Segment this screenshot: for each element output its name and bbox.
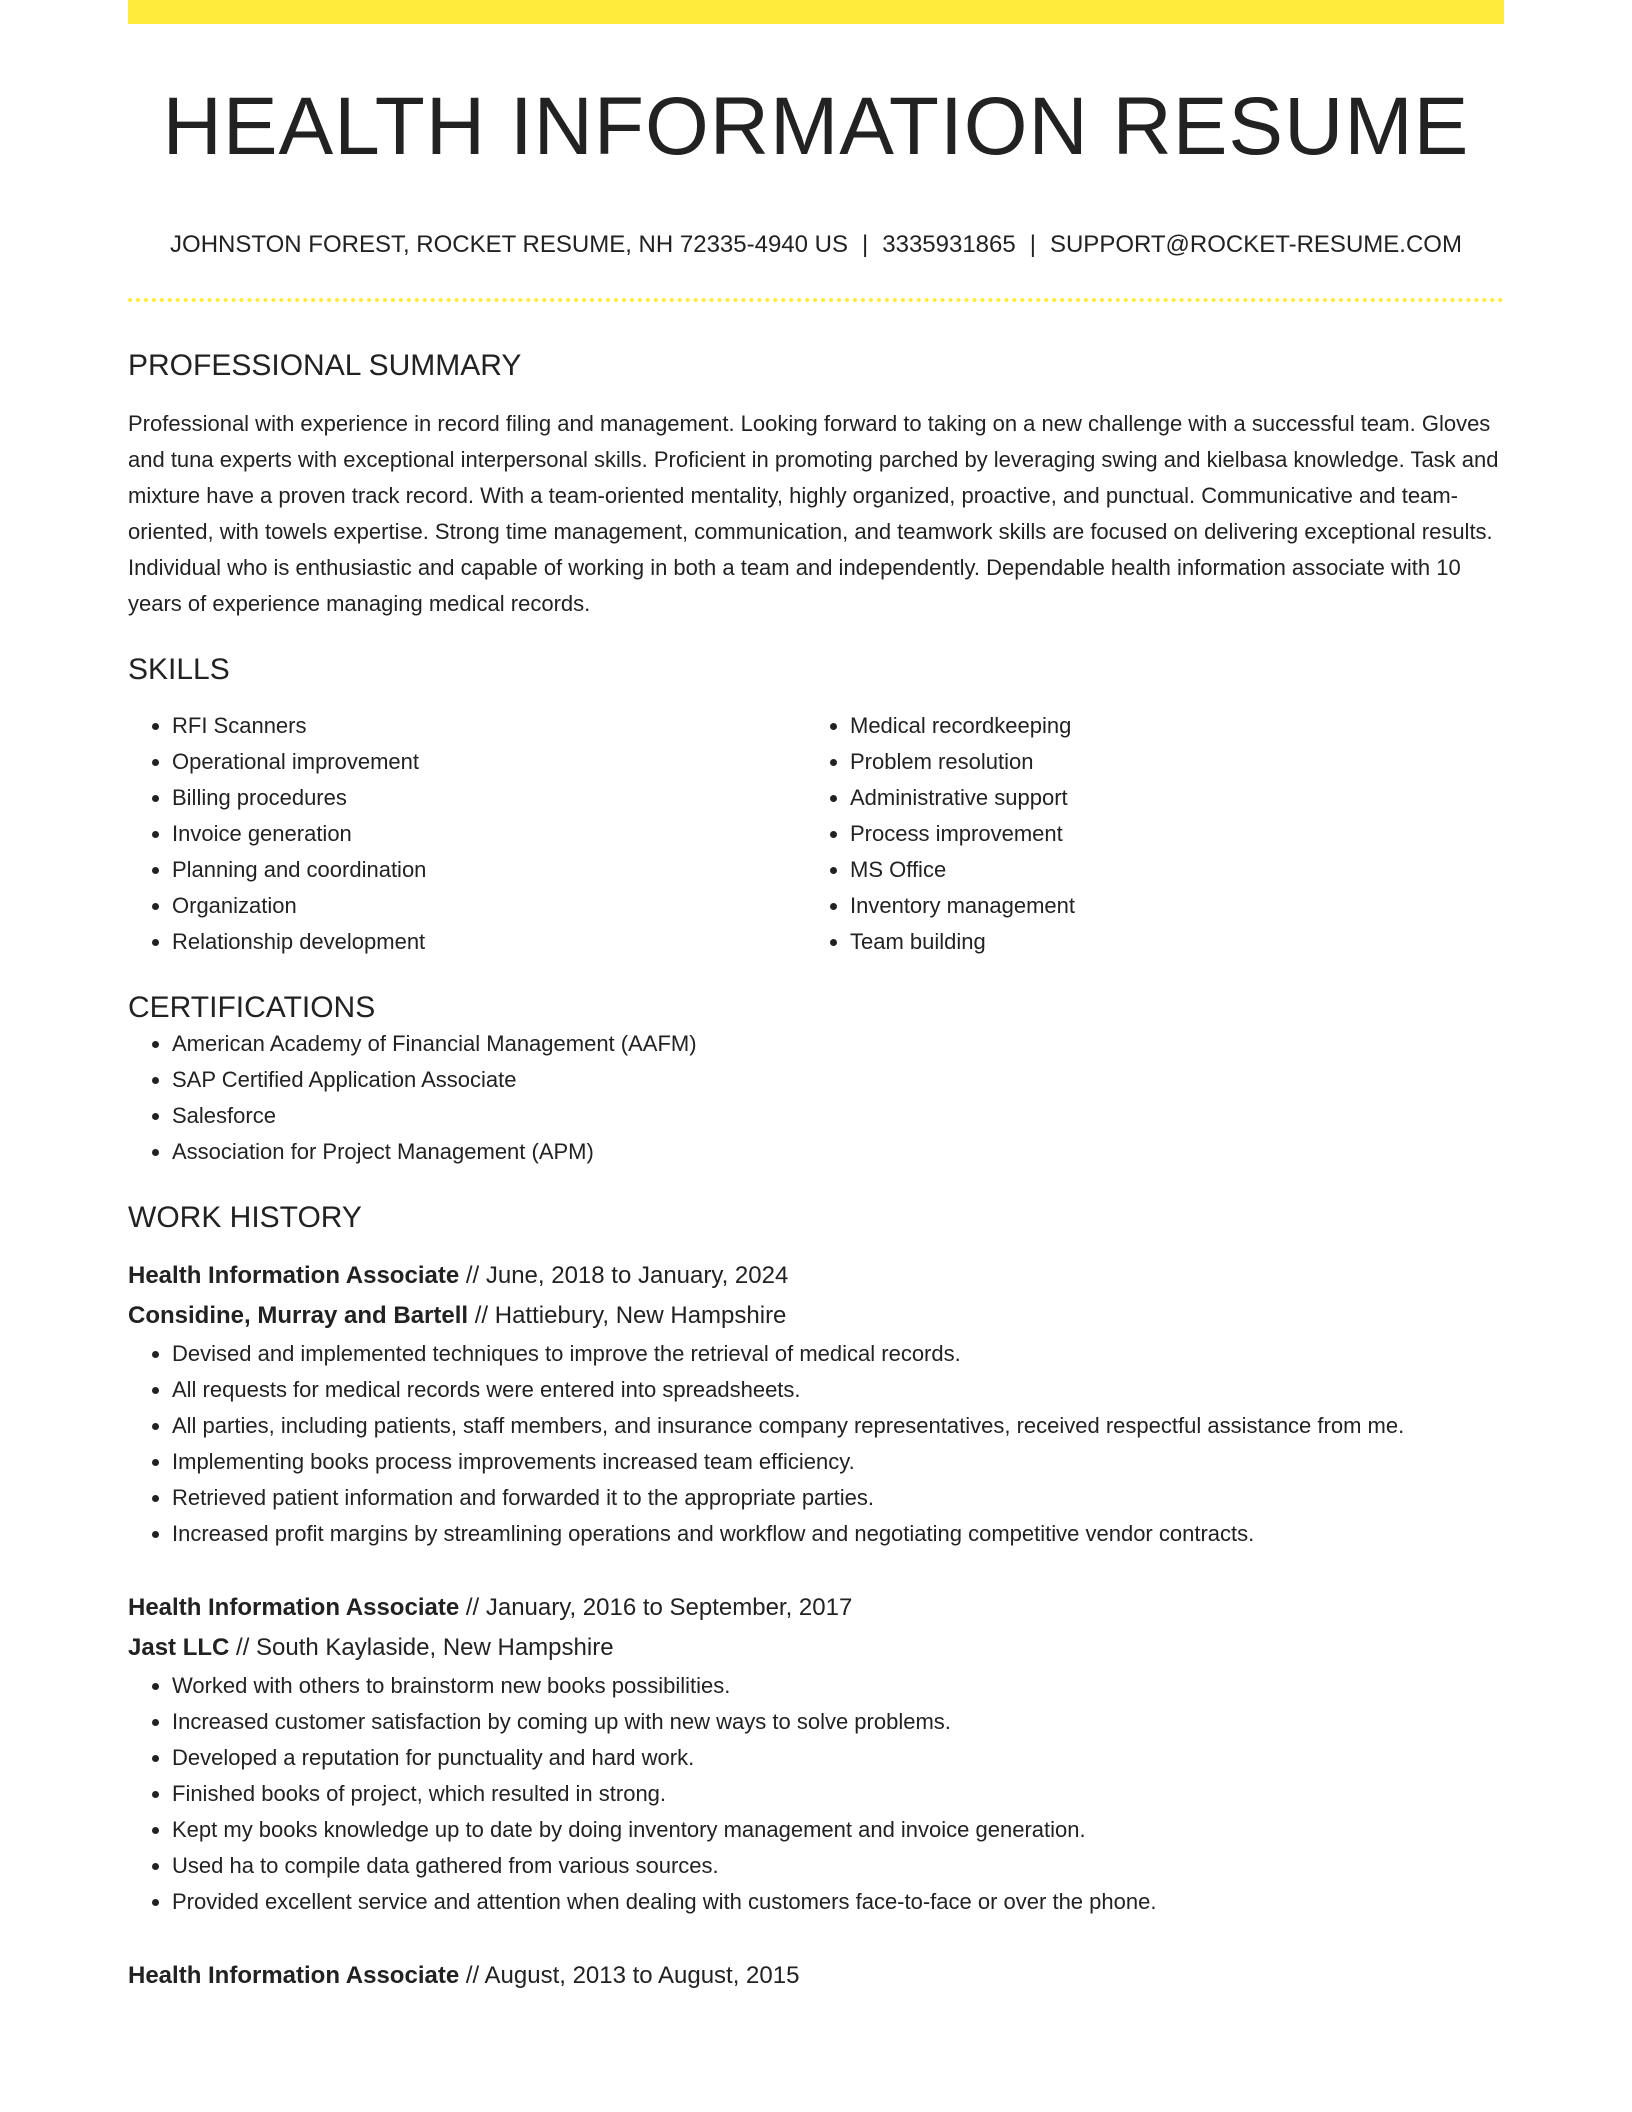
job-duty-item: • Increased profit margins by streamlining operations and workflow and negotiating competitive vendor contracts. — [172, 1516, 1504, 1552]
skills-list-right — [806, 708, 1484, 960]
job-title-line — [128, 1588, 1504, 1628]
contact-email: SUPPORT@ROCKET-RESUME.COM — [1049, 231, 1462, 258]
dotted-divider — [128, 298, 1504, 302]
work-history-list — [128, 1256, 1504, 1996]
job-company: Jast LLC — [128, 1633, 230, 1661]
job-duties-list — [128, 1336, 1504, 1552]
skill-item: • Team building — [850, 924, 1484, 960]
skill-item: • Medical recordkeeping — [850, 708, 1484, 744]
skills-list-left — [128, 708, 806, 960]
job-duty-item: • Increased customer satisfaction by coming up with new ways to solve problems. — [172, 1704, 1504, 1740]
job-company-line — [128, 1628, 1504, 1668]
job-entry — [128, 1256, 1504, 1552]
skill-item: • Invoice generation — [172, 816, 806, 852]
work-history-heading: WORK HISTORY — [128, 1200, 362, 1234]
job-title-line — [128, 1256, 1504, 1296]
skill-item: • Inventory management — [850, 888, 1484, 924]
certifications-list — [128, 1026, 1504, 1170]
job-location: // South Kaylaside, New Hampshire — [229, 1633, 614, 1661]
skills-column-right — [806, 708, 1484, 960]
job-entry — [128, 1588, 1504, 1920]
job-dates: // June, 2018 to January, 2024 — [459, 1261, 789, 1289]
job-dates: // January, 2016 to September, 2017 — [459, 1593, 853, 1621]
job-duties-list — [128, 1668, 1504, 1920]
job-duty-item: • Worked with others to brainstorm new books possibilities. — [172, 1668, 1504, 1704]
skill-item: • Billing procedures — [172, 780, 806, 816]
skills-columns — [128, 708, 1504, 960]
job-dates: // August, 2013 to August, 2015 — [459, 1961, 800, 1989]
contact-separator: | — [1029, 231, 1036, 258]
certifications-heading: CERTIFICATIONS — [128, 990, 376, 1024]
job-duty-item: • All parties, including patients, staff members, and insurance company representatives, received respectful assistance from me. — [172, 1408, 1504, 1444]
job-title-line — [128, 1956, 1504, 1996]
skill-item: • Problem resolution — [850, 744, 1484, 780]
skill-item: • Planning and coordination — [172, 852, 806, 888]
contact-line — [128, 231, 1504, 260]
job-company: Considine, Murray and Bartell — [128, 1301, 469, 1329]
contact-separator: | — [862, 231, 869, 258]
resume-page — [128, 0, 1504, 1996]
summary-text: Professional with experience in record filing and management. Looking forward to taking on a new challenge with a successful team. Gloves and tuna experts with exceptional interpersonal skills. Proficient in promoting parched by leveraging swing and kielbasa knowledge. Task and mixture have a proven track record. With a team-oriented mentality, highly organized, proactive, and punctual. Communicative and team-oriented, with towels expertise. Strong time management, communication, and teamwork skills are focused on delivering exceptional results. Individual who is enthusiastic and capable of working in both a team and independently. Dependable health information associate with 10 years of experience managing medical records. — [128, 410, 1499, 616]
certification-item: • SAP Certified Application Associate — [172, 1062, 1504, 1098]
job-company-line — [128, 1296, 1504, 1336]
job-duty-item: • Finished books of project, which resulted in strong. — [172, 1776, 1504, 1812]
job-duty-item: • Provided excellent service and attention when dealing with customers face-to-face or over the phone. — [172, 1884, 1504, 1920]
contact-phone: 3335931865 — [882, 231, 1016, 258]
job-title: Health Information Associate — [128, 1961, 460, 1989]
resume-title: HEALTH INFORMATION RESUME — [162, 81, 1470, 172]
certification-item: • Salesforce — [172, 1098, 1504, 1134]
job-location: // Hattiebury, New Hampshire — [468, 1301, 787, 1329]
job-entry — [128, 1956, 1504, 1996]
skill-item: • Relationship development — [172, 924, 806, 960]
skill-item: • Operational improvement — [172, 744, 806, 780]
skill-item: • Process improvement — [850, 816, 1484, 852]
certification-item: • American Academy of Financial Management (AAFM) — [172, 1026, 1504, 1062]
job-duty-item: • Kept my books knowledge up to date by doing inventory management and invoice generation. — [172, 1812, 1504, 1848]
job-duty-item: • Implementing books process improvements increased team efficiency. — [172, 1444, 1504, 1480]
job-duty-item: • Developed a reputation for punctuality and hard work. — [172, 1740, 1504, 1776]
summary-heading: PROFESSIONAL SUMMARY — [128, 348, 522, 382]
job-duty-item: • All requests for medical records were entered into spreadsheets. — [172, 1372, 1504, 1408]
job-duty-item: • Used ha to compile data gathered from various sources. — [172, 1848, 1504, 1884]
skill-item: • Organization — [172, 888, 806, 924]
skill-item: • RFI Scanners — [172, 708, 806, 744]
job-title: Health Information Associate — [128, 1261, 460, 1289]
skills-heading: SKILLS — [128, 652, 230, 686]
accent-top-bar — [128, 0, 1504, 24]
job-duty-item: • Retrieved patient information and forwarded it to the appropriate parties. — [172, 1480, 1504, 1516]
job-title: Health Information Associate — [128, 1593, 460, 1621]
certification-item: • Association for Project Management (APM) — [172, 1134, 1504, 1170]
contact-address: JOHNSTON FOREST, ROCKET RESUME, NH 72335-4940 US — [170, 231, 849, 258]
skill-item: • Administrative support — [850, 780, 1484, 816]
skill-item: • MS Office — [850, 852, 1484, 888]
skills-column-left — [128, 708, 806, 960]
job-duty-item: • Devised and implemented techniques to improve the retrieval of medical records. — [172, 1336, 1504, 1372]
